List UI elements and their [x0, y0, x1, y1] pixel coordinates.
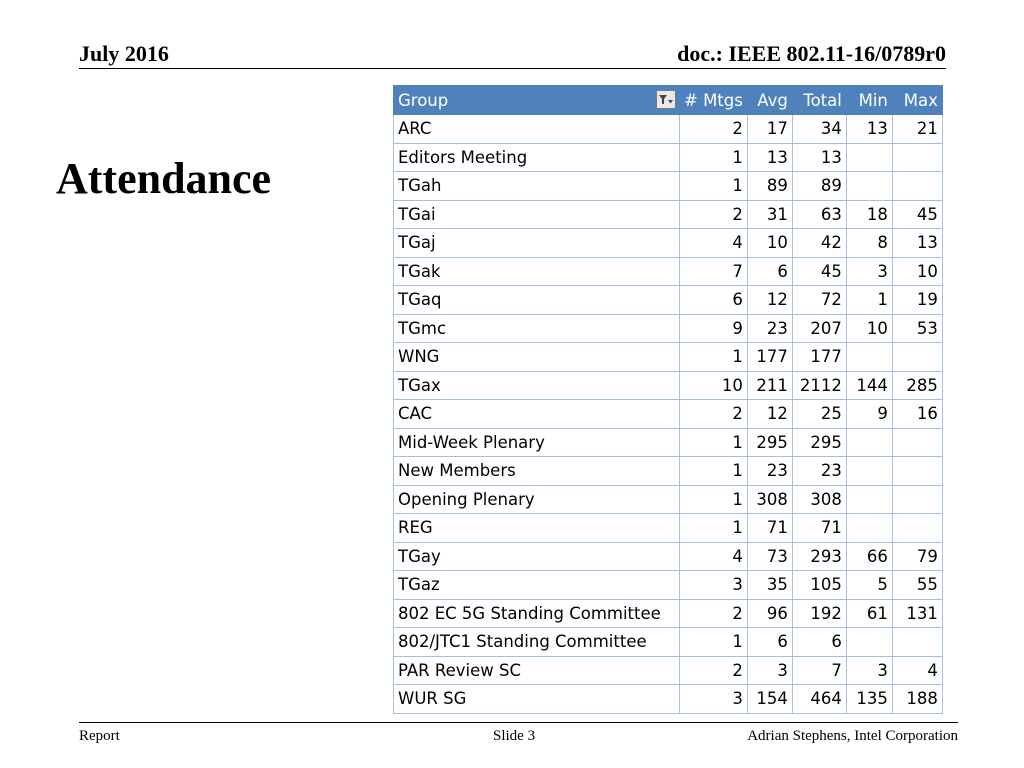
footer-left: Report [79, 728, 120, 744]
value-cell: 23 [747, 314, 792, 343]
value-cell: 1 [680, 172, 748, 201]
value-cell: 12 [747, 286, 792, 315]
group-name-cell: Editors Meeting [394, 143, 680, 172]
value-cell: 55 [892, 571, 942, 600]
value-cell: 295 [792, 428, 846, 457]
value-cell [892, 628, 942, 657]
column-header-group [394, 86, 680, 115]
value-cell [846, 628, 892, 657]
value-cell: 7 [792, 656, 846, 685]
value-cell: 4 [680, 229, 748, 258]
value-cell: 13 [747, 143, 792, 172]
group-name-cell: TGaz [394, 571, 680, 600]
attendance-table [393, 85, 943, 714]
value-cell: 192 [792, 599, 846, 628]
value-cell: 21 [892, 115, 942, 144]
slide-title: Attendance [56, 154, 272, 203]
group-name-cell: TGak [394, 257, 680, 286]
value-cell: 10 [892, 257, 942, 286]
value-cell: 89 [747, 172, 792, 201]
value-cell: 105 [792, 571, 846, 600]
column-header-total: Total [792, 86, 846, 115]
value-cell: 1 [680, 343, 748, 372]
table-row [394, 143, 943, 172]
table-row [394, 485, 943, 514]
value-cell [846, 343, 892, 372]
value-cell: 72 [792, 286, 846, 315]
group-name-cell: WNG [394, 343, 680, 372]
value-cell: 1 [680, 628, 748, 657]
group-name-cell: WUR SG [394, 685, 680, 714]
value-cell: 293 [792, 542, 846, 571]
value-cell: 23 [792, 457, 846, 486]
value-cell: 6 [792, 628, 846, 657]
group-name-cell: 802 EC 5G Standing Committee [394, 599, 680, 628]
table-row [394, 685, 943, 714]
table-row [394, 257, 943, 286]
header-date: July 2016 [79, 41, 169, 66]
value-cell [846, 172, 892, 201]
table-row [394, 371, 943, 400]
value-cell: 13 [792, 143, 846, 172]
value-cell: 66 [846, 542, 892, 571]
table-header-row [394, 86, 943, 115]
value-cell: 25 [792, 400, 846, 429]
value-cell: 308 [747, 485, 792, 514]
table-row [394, 400, 943, 429]
value-cell: 45 [892, 200, 942, 229]
value-cell: 35 [747, 571, 792, 600]
value-cell [892, 428, 942, 457]
value-cell: 71 [747, 514, 792, 543]
value-cell: 13 [846, 115, 892, 144]
value-cell: 1 [680, 485, 748, 514]
column-header-label: Group [398, 90, 449, 110]
group-name-cell: Mid-Week Plenary [394, 428, 680, 457]
footer-author: Adrian Stephens, Intel Corporation [747, 728, 958, 744]
value-cell: 13 [892, 229, 942, 258]
value-cell: 7 [680, 257, 748, 286]
value-cell: 2 [680, 400, 748, 429]
value-cell [846, 143, 892, 172]
value-cell: 177 [747, 343, 792, 372]
value-cell: 10 [846, 314, 892, 343]
footer-rule [79, 722, 958, 723]
value-cell: 2 [680, 599, 748, 628]
column-header-avg: Avg [747, 86, 792, 115]
value-cell: 71 [792, 514, 846, 543]
value-cell: 154 [747, 685, 792, 714]
value-cell: 3 [747, 656, 792, 685]
value-cell: 9 [846, 400, 892, 429]
group-name-cell: 802/JTC1 Standing Committee [394, 628, 680, 657]
value-cell: 10 [747, 229, 792, 258]
group-name-cell: New Members [394, 457, 680, 486]
value-cell: 295 [747, 428, 792, 457]
group-name-cell: TGah [394, 172, 680, 201]
table-body [394, 115, 943, 714]
value-cell: 131 [892, 599, 942, 628]
group-name-cell: CAC [394, 400, 680, 429]
group-name-cell: PAR Review SC [394, 656, 680, 685]
value-cell: 31 [747, 200, 792, 229]
value-cell: 4 [892, 656, 942, 685]
value-cell [846, 457, 892, 486]
table-row [394, 314, 943, 343]
value-cell: 1 [846, 286, 892, 315]
table-row [394, 115, 943, 144]
group-name-cell: REG [394, 514, 680, 543]
value-cell: 285 [892, 371, 942, 400]
value-cell [892, 143, 942, 172]
column-header-mtgs: # Mtgs [680, 86, 748, 115]
value-cell: 207 [792, 314, 846, 343]
group-name-cell: TGaj [394, 229, 680, 258]
value-cell: 17 [747, 115, 792, 144]
value-cell: 2 [680, 200, 748, 229]
table-row [394, 514, 943, 543]
filter-dropdown-icon[interactable] [656, 90, 676, 109]
value-cell: 5 [846, 571, 892, 600]
value-cell [892, 172, 942, 201]
value-cell: 2 [680, 656, 748, 685]
value-cell [846, 428, 892, 457]
value-cell: 12 [747, 400, 792, 429]
value-cell: 211 [747, 371, 792, 400]
value-cell: 3 [846, 656, 892, 685]
value-cell: 6 [680, 286, 748, 315]
value-cell: 96 [747, 599, 792, 628]
table-row [394, 542, 943, 571]
value-cell [892, 457, 942, 486]
value-cell: 9 [680, 314, 748, 343]
table-row [394, 457, 943, 486]
table-row [394, 200, 943, 229]
value-cell: 45 [792, 257, 846, 286]
value-cell: 23 [747, 457, 792, 486]
value-cell: 2112 [792, 371, 846, 400]
table-row [394, 428, 943, 457]
column-header-min: Min [846, 86, 892, 115]
value-cell: 61 [846, 599, 892, 628]
value-cell: 464 [792, 685, 846, 714]
value-cell: 6 [747, 257, 792, 286]
value-cell: 3 [846, 257, 892, 286]
value-cell [846, 485, 892, 514]
group-name-cell: TGai [394, 200, 680, 229]
value-cell: 3 [680, 571, 748, 600]
table-row [394, 229, 943, 258]
value-cell: 42 [792, 229, 846, 258]
group-name-cell: TGaq [394, 286, 680, 315]
value-cell: 2 [680, 115, 748, 144]
table-row [394, 571, 943, 600]
value-cell: 6 [747, 628, 792, 657]
table-row [394, 172, 943, 201]
value-cell: 89 [792, 172, 846, 201]
value-cell: 3 [680, 685, 748, 714]
footer-slide-number: Slide 3 [493, 728, 536, 744]
value-cell [892, 343, 942, 372]
value-cell: 8 [846, 229, 892, 258]
table-row [394, 628, 943, 657]
group-name-cell: TGmc [394, 314, 680, 343]
table-row [394, 599, 943, 628]
group-name-cell: ARC [394, 115, 680, 144]
value-cell: 16 [892, 400, 942, 429]
group-name-cell: Opening Plenary [394, 485, 680, 514]
value-cell: 79 [892, 542, 942, 571]
value-cell [892, 514, 942, 543]
value-cell: 188 [892, 685, 942, 714]
value-cell: 308 [792, 485, 846, 514]
value-cell: 53 [892, 314, 942, 343]
value-cell: 34 [792, 115, 846, 144]
table-row [394, 656, 943, 685]
value-cell [892, 485, 942, 514]
header-doc-id: doc.: IEEE 802.11-16/0789r0 [677, 41, 946, 66]
value-cell: 73 [747, 542, 792, 571]
column-header-max: Max [892, 86, 942, 115]
table-row [394, 343, 943, 372]
value-cell: 4 [680, 542, 748, 571]
value-cell: 1 [680, 143, 748, 172]
value-cell: 177 [792, 343, 846, 372]
value-cell: 1 [680, 428, 748, 457]
header-rule [79, 68, 946, 69]
value-cell: 10 [680, 371, 748, 400]
value-cell: 18 [846, 200, 892, 229]
value-cell: 1 [680, 457, 748, 486]
value-cell: 1 [680, 514, 748, 543]
value-cell: 19 [892, 286, 942, 315]
value-cell [846, 514, 892, 543]
table-row [394, 286, 943, 315]
value-cell: 135 [846, 685, 892, 714]
value-cell: 63 [792, 200, 846, 229]
value-cell: 144 [846, 371, 892, 400]
group-name-cell: TGay [394, 542, 680, 571]
group-name-cell: TGax [394, 371, 680, 400]
